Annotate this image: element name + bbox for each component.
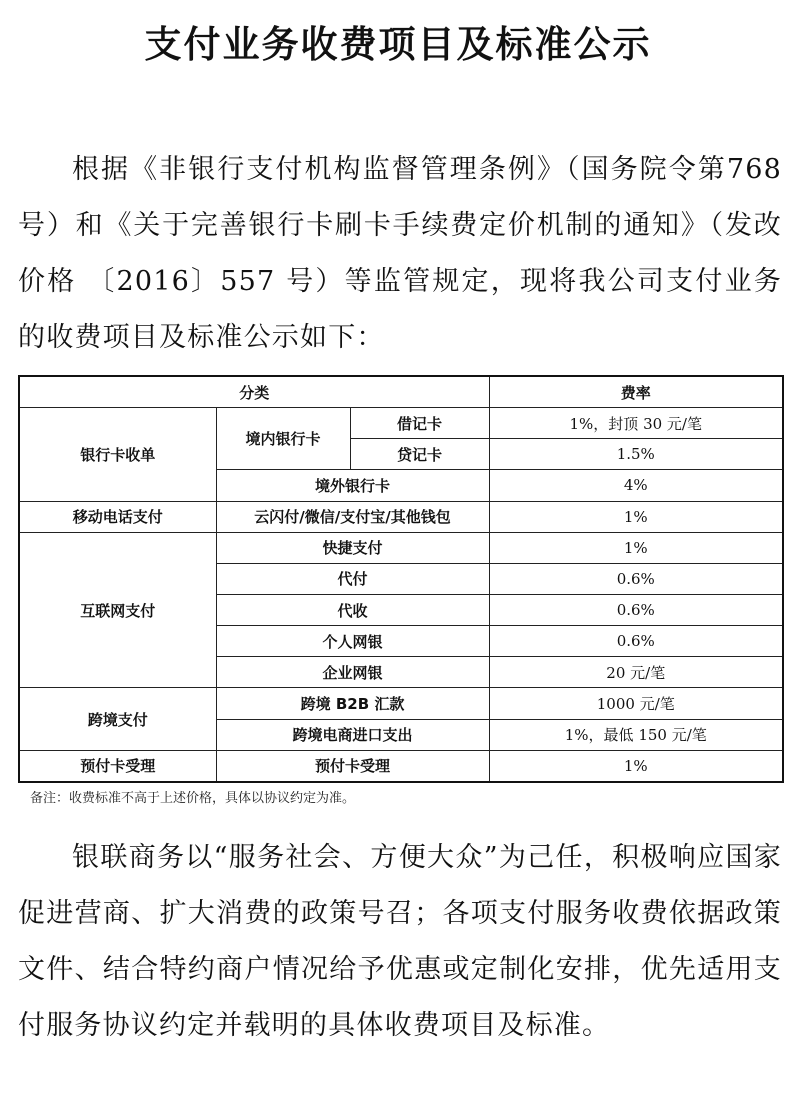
closing-paragraph: 银联商务以“服务社会、方便大众”为己任，积极响应国家促进营商、扩大消费的政策号召；各项支付服务收费依据政策文件、结合特约商户情况给予优惠或定制化安排，优先适用支付服务协议约定并载明的具体收费项目及标准。 [18, 842, 782, 1041]
rate-ecommerce-import: 1%，最低 150 元/笔 [489, 719, 783, 750]
table-note: 备注：收费标准不高于上述价格，具体以协议约定为准。 [30, 791, 356, 806]
fee-table [18, 375, 784, 783]
category-prepaid: 预付卡受理 [19, 750, 216, 782]
item-b2b-remittance: 跨境 B2B 汇款 [216, 688, 489, 719]
table-row [19, 532, 783, 563]
item-prepaid: 预付卡受理 [216, 750, 489, 782]
category-mobile: 移动电话支付 [19, 501, 216, 532]
item-foreign-card: 境外银行卡 [216, 470, 489, 501]
rate-quick-pay: 1% [489, 532, 783, 563]
rate-credit-card: 1.5% [489, 439, 783, 470]
intro-paragraph: 根据《非银行支付机构监督管理条例》（国务院令第768 号）和《关于完善银行卡刷卡手续费定价机制的通知》（发改价格 〔2016〕557 号）等监管规定，现将我公司支付业务的收费项目及标准公示如下： [18, 154, 782, 353]
header-category: 分类 [19, 376, 489, 408]
rate-payout: 0.6% [489, 563, 783, 594]
rate-personal-banking: 0.6% [489, 626, 783, 657]
item-collection: 代收 [216, 594, 489, 625]
header-rate: 费率 [489, 376, 783, 408]
rate-prepaid: 1% [489, 750, 783, 782]
page-title: 支付业务收费项目及标准公示 [144, 23, 652, 66]
rate-collection: 0.6% [489, 594, 783, 625]
item-personal-banking: 个人网银 [216, 626, 489, 657]
item-corporate-banking: 企业网银 [216, 657, 489, 688]
table-row [19, 501, 783, 532]
category-bank-card: 银行卡收单 [19, 408, 216, 501]
item-debit-card: 借记卡 [350, 408, 489, 439]
item-quick-pay: 快捷支付 [216, 532, 489, 563]
category-cross-border: 跨境支付 [19, 688, 216, 750]
rate-b2b-remittance: 1000 元/笔 [489, 688, 783, 719]
item-payout: 代付 [216, 563, 489, 594]
rate-corporate-banking: 20 元/笔 [489, 657, 783, 688]
table-row [19, 408, 783, 439]
item-wallets: 云闪付/微信/支付宝/其他钱包 [216, 501, 489, 532]
table-row [19, 688, 783, 719]
rate-foreign-card: 4% [489, 470, 783, 501]
rate-wallets: 1% [489, 501, 783, 532]
table-row [19, 750, 783, 782]
rate-debit-card: 1%，封顶 30 元/笔 [489, 408, 783, 439]
table-header-row [19, 376, 783, 408]
subcategory-domestic: 境内银行卡 [216, 408, 350, 470]
item-ecommerce-import: 跨境电商进口支出 [216, 719, 489, 750]
item-credit-card: 贷记卡 [350, 439, 489, 470]
category-internet: 互联网支付 [19, 532, 216, 688]
